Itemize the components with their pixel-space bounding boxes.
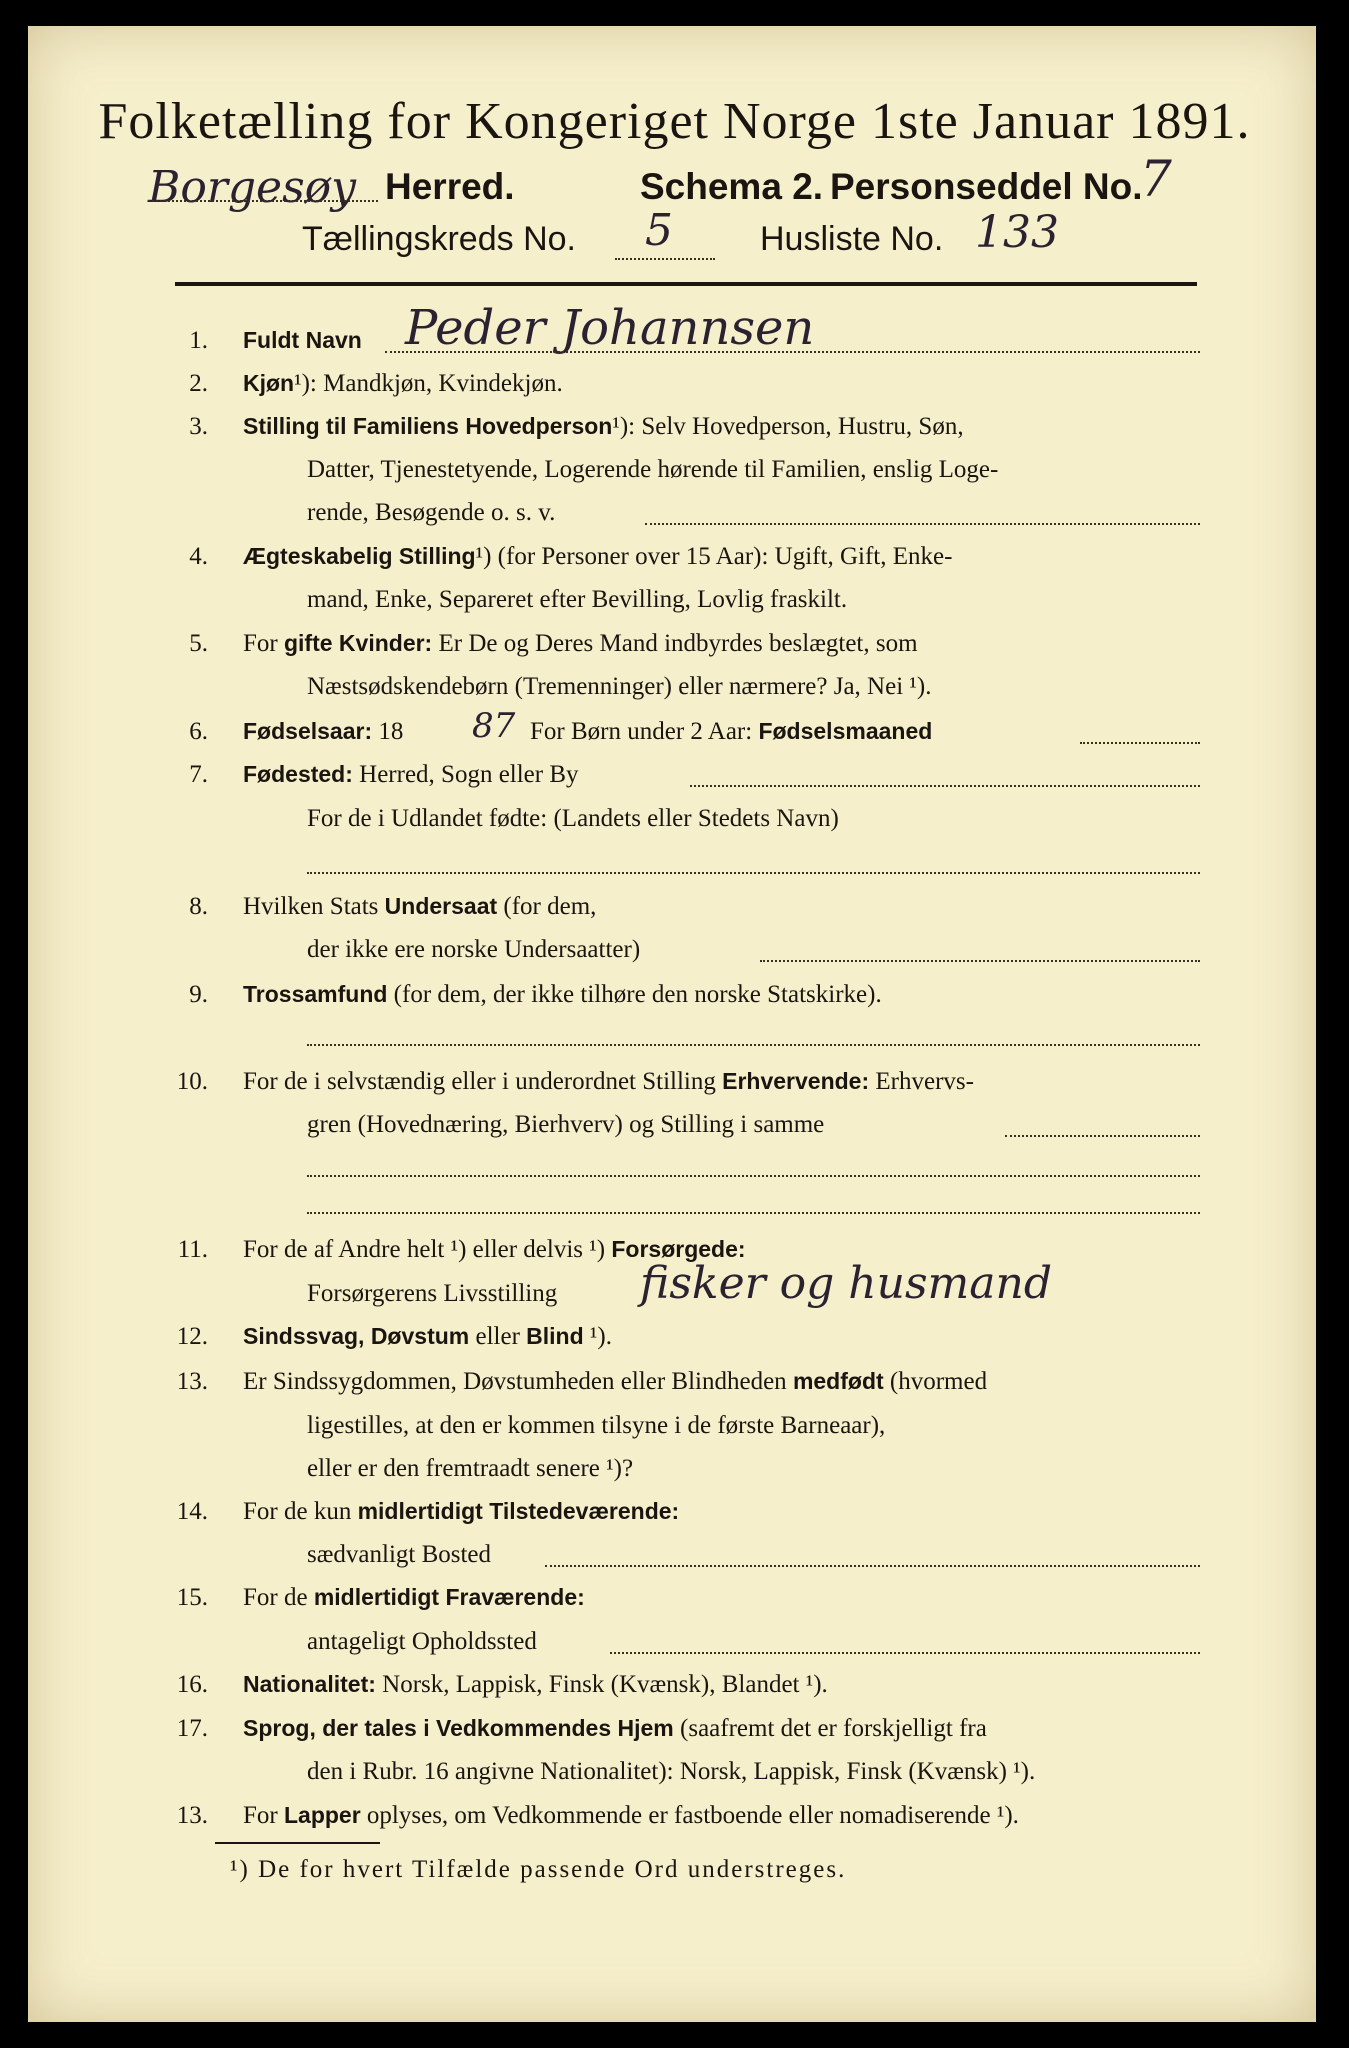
item-8-dotted-line <box>760 960 1200 962</box>
footnote-rule <box>215 1842 380 1844</box>
item-13-cont1: ligestilles, at den er kommen tilsyne i de første Barneaar), <box>307 1412 886 1439</box>
item-10-text: For de i selvstændig eller i underordnet Stilling Erhvervende: Erhvervs- <box>243 1068 974 1095</box>
item-7-dotted-line <box>690 785 1200 787</box>
item-13-cont2: eller er den fremtraadt senere ¹)? <box>307 1455 634 1482</box>
provider-occupation-handwritten-value: fisker og husmand <box>640 1258 1053 1309</box>
item-9-text: Trossamfund (for dem, der ikke tilhøre den norske Statskirke). <box>243 981 882 1008</box>
item-8-number: 8. <box>189 893 208 920</box>
item-7-number: 7. <box>189 761 208 788</box>
item-14-cont1: sædvanligt Bosted <box>307 1541 492 1568</box>
tellingskreds-label: Tællingskreds No. <box>302 220 576 258</box>
item-4-cont1: mand, Enke, Separeret efter Bevilling, Lovlig fraskilt. <box>307 586 848 613</box>
item-8-text: Hvilken Stats Undersaat (for dem, <box>243 893 597 920</box>
item-11-text: For de af Andre helt ¹) eller delvis ¹) Forsørgede: <box>243 1236 746 1263</box>
item-15-number: 15. <box>176 1584 208 1611</box>
personseddel-handwritten-value: 7 <box>1140 150 1172 208</box>
item-15-dotted-line <box>610 1652 1200 1654</box>
item-13-text: Er Sindssygdommen, Døvstumheden eller Blindheden medfødt (hvormed <box>243 1368 988 1395</box>
item-5-cont1: Næstsødskendebørn (Tremenninger) eller nærmere? Ja, Nei ¹). <box>307 673 932 700</box>
item-4-number: 4. <box>189 543 208 570</box>
item-17-text: Sprog, der tales i Vedkommendes Hjem (saafremt det er forskjelligt fra <box>243 1715 987 1742</box>
item-15-text: For de midlertidigt Fraværende: <box>243 1584 585 1611</box>
full-name-handwritten-value: Peder Johannsen <box>405 300 815 356</box>
item-7-cont1: For de i Udlandet fødte: (Landets eller Stedets Navn) <box>307 805 839 832</box>
item-6-text: Fødselsaar: 18 <box>243 718 404 745</box>
item-11-number: 11. <box>177 1236 208 1263</box>
item-3-cont1: Datter, Tjenestetyende, Logerende hørende til Familien, enslig Loge- <box>307 456 999 483</box>
item-7-text: Fødested: Herred, Sogn eller By <box>243 761 579 788</box>
item-11-cont1: Forsørgerens Livsstilling <box>307 1280 558 1307</box>
item-2-text: Kjøn¹): Mandkjøn, Kvindekjøn. <box>243 370 563 397</box>
item-13-number: 13. <box>176 1368 208 1395</box>
herred-dotted-line <box>148 200 378 202</box>
item-1-label <box>243 327 362 355</box>
herred-handwritten-value: Borgesøy <box>148 162 356 213</box>
personseddel-label: Personseddel No. <box>830 166 1143 207</box>
item-1-bold: Fuldt Navn <box>243 327 362 353</box>
footnote: ¹) De for hvert Tilfælde passende Ord understreges. <box>230 1856 847 1883</box>
item-17-number: 17. <box>176 1715 208 1742</box>
item-18-number: 13. <box>176 1802 208 1829</box>
item-16-text: Nationalitet: Norsk, Lappisk, Finsk (Kvænsk), Blandet ¹). <box>243 1671 828 1698</box>
birth-year-handwritten-value: 87 <box>472 706 516 746</box>
item-5-text: For gifte Kvinder: Er De og Deres Mand indbyrdes beslægtet, som <box>243 630 918 657</box>
item-6-number: 6. <box>189 718 208 745</box>
item-10-number: 10. <box>176 1068 208 1095</box>
tellingskreds-handwritten-value: 5 <box>645 205 673 256</box>
item-5-number: 5. <box>189 630 208 657</box>
item-10-dotted-line-3 <box>307 1212 1200 1214</box>
husliste-label: Husliste No. <box>760 220 944 258</box>
item-6-text2: For Børn under 2 Aar: Fødselsmaaned <box>530 718 933 745</box>
item-2-number: 2. <box>189 370 208 397</box>
item-14-text: For de kun midlertidigt Tilstedeværende: <box>243 1498 680 1525</box>
item-8-cont1: der ikke ere norske Undersaatter) <box>307 936 641 963</box>
item-3-cont2: rende, Besøgende o. s. v. <box>307 499 556 526</box>
item-9-number: 9. <box>189 981 208 1008</box>
item-14-dotted-line <box>545 1565 1200 1567</box>
item-9-dotted-line <box>307 1044 1200 1046</box>
item-18-text: For Lapper oplyses, om Vedkommende er fastboende eller nomadiserende ¹). <box>243 1802 1019 1829</box>
herred-label: Herred. <box>385 166 515 207</box>
item-15-cont1: antageligt Opholdssted <box>307 1628 537 1655</box>
item-16-number: 16. <box>176 1671 208 1698</box>
item-6-dotted-line <box>1080 742 1200 744</box>
item-4-text: Ægteskabelig Stilling¹) (for Personer over 15 Aar): Ugift, Gift, Enke- <box>243 543 953 570</box>
schema-label: Schema 2. <box>640 166 824 207</box>
item-7-dotted-line-2 <box>307 872 1200 874</box>
item-3-dotted-line <box>645 523 1200 525</box>
item-10-cont1: gren (Hovednæring, Bierhverv) og Stilling i samme <box>307 1111 825 1138</box>
husliste-handwritten-value: 133 <box>975 207 1059 258</box>
item-3-text: Stilling til Familiens Hovedperson¹): Selv Hovedperson, Hustru, Søn, <box>243 413 964 440</box>
tellingskreds-dotted-line <box>615 258 715 260</box>
item-12-text: Sindssvag, Døvstum eller Blind ¹). <box>243 1323 612 1350</box>
item-17-cont1: den i Rubr. 16 angivne Nationalitet): Norsk, Lappisk, Finsk (Kvænsk) ¹). <box>307 1758 1036 1785</box>
header-rule <box>175 282 1197 286</box>
form-title: Folketælling for Kongeriget Norge 1ste Januar 1891. <box>98 93 1251 150</box>
item-10-dotted-line <box>1005 1135 1200 1137</box>
item-3-number: 3. <box>189 413 208 440</box>
item-10-dotted-line-2 <box>307 1175 1200 1177</box>
item-12-number: 12. <box>176 1323 208 1350</box>
full-name-dotted-line <box>385 351 1200 353</box>
item-14-number: 14. <box>176 1498 208 1525</box>
item-1-number: 1. <box>189 327 208 354</box>
